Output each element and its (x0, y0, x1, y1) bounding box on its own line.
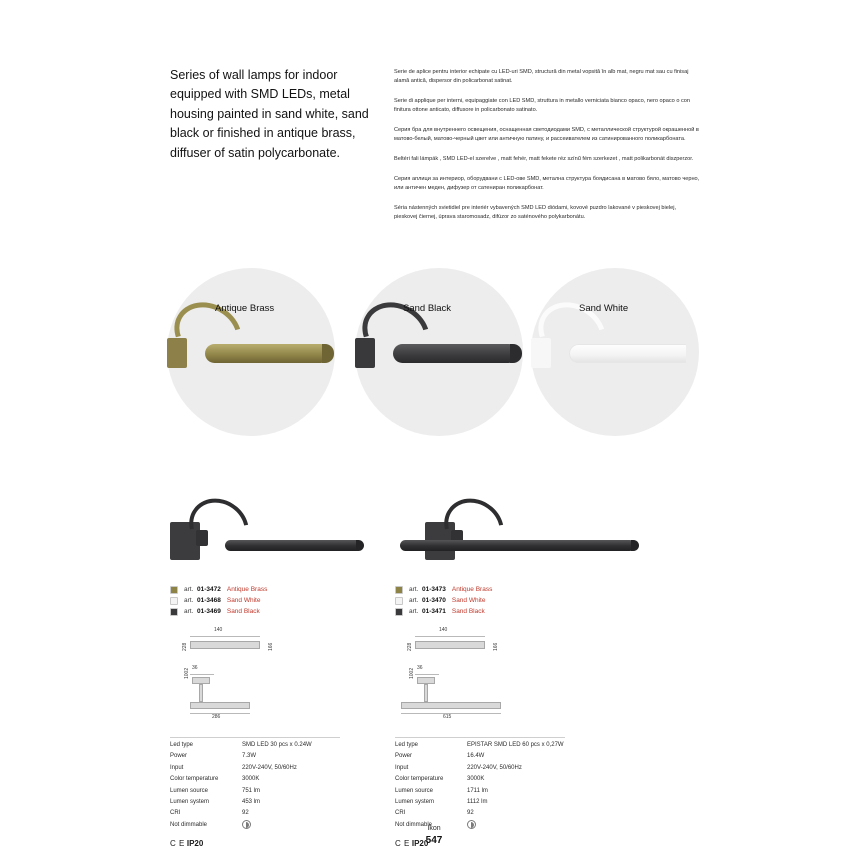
ip-rating-badge: IP20 (186, 839, 204, 849)
ce-mark-icon: C E (170, 839, 185, 849)
swatch-sand-white-icon (395, 597, 403, 605)
spec-row (170, 808, 340, 819)
article-code: 01-3469 (197, 608, 221, 615)
spec-value: 1112 lm (467, 798, 488, 805)
finish-antique-brass (167, 268, 335, 436)
fixture-outline (192, 677, 210, 684)
article-list-large (395, 584, 740, 617)
fixture-base-outline (401, 702, 501, 709)
lamp-end-cap (356, 540, 364, 551)
lamp-illustration-antique-brass (167, 330, 367, 390)
finish-sand-black (355, 268, 523, 436)
page-footer (0, 825, 868, 849)
article-finish: Sand Black (226, 608, 260, 615)
spec-value: EPISTAR SMD LED 60 pcs x 0,27W (467, 742, 564, 748)
article-finish: Sand White (451, 597, 486, 604)
spec-key: Power (395, 753, 413, 760)
lamp-diffuser-bar (569, 344, 694, 363)
spec-row (170, 797, 340, 808)
article-label: art. (409, 597, 419, 604)
spec-key: CRI (395, 810, 406, 817)
dim-height-left: 228 (407, 642, 413, 651)
article-label: art. (184, 608, 194, 615)
article-code: 01-3472 (197, 586, 221, 593)
dim-line (190, 636, 260, 637)
spec-key: CRI (170, 810, 181, 817)
dim-line (415, 636, 485, 637)
swatch-sand-white-icon (170, 597, 178, 605)
intro-translation-bg: Серия аплици за интериор, оборудвани с LED-ове SMD, метална структура боядисана в матово бяло, матово черно, или античен меден, дифузер от сатениран поликарбонат. (394, 176, 700, 192)
spec-value: 92 (242, 810, 249, 817)
article-code: 01-3471 (422, 608, 446, 615)
intro-headline: Series of wall lamps for indoor equipped with SMD LEDs, metal housing painted in sand white, sand black or finished in antique brass, diffuser of satin polycarbonate. (170, 68, 369, 160)
intro-translation-hu: Beltéri fali lámpák , SMD LED-el szerelve , matt fehér, matt fekete réz színű fém szerkezet , matt polikarbonát diszperzor. (394, 156, 694, 163)
spec-key: Not dimmable (395, 821, 433, 828)
article-label: art. (184, 586, 194, 593)
spec-key: Input (170, 764, 184, 771)
article-label: art. (409, 608, 419, 615)
ip-rating-badge: IP20 (411, 839, 429, 849)
lamp-diffuser-bar (400, 540, 635, 551)
finish-gallery (0, 268, 868, 438)
lamp-diffuser-bar (393, 344, 518, 363)
lamp-end-cap (631, 540, 639, 551)
spec-row (170, 740, 340, 751)
swatch-sand-black-icon (395, 608, 403, 616)
spec-row (395, 740, 565, 751)
spec-value: 3000K (242, 776, 260, 783)
dim-depth-right: 166 (493, 642, 499, 651)
intro-translation-sk: Séria nástenných svietidiel pre interiér vybavených SMD LED diódami, kovové puzdro lakované v pieskovej bielej, pieskovej čiernej, úprava staromosadz, difúzor zo saténového polykarbonátu. (394, 205, 677, 221)
spec-row (170, 751, 340, 762)
intro-translation-it: Serie di applique per interni, equipaggiate con LED SMD, struttura in metallo verniciata bianco opaco, nero opaco o con finitura ottone anticato, diffusore in policarbonato satinato. (394, 98, 691, 114)
spec-row (395, 774, 565, 785)
lamp-end-cap (510, 344, 522, 363)
dim-line (415, 674, 439, 675)
article-finish: Antique Brass (226, 586, 268, 593)
dim-base: 286 (212, 714, 221, 720)
product-photo-large (395, 498, 740, 578)
fixture-outline (415, 641, 485, 649)
spec-value: SMD LED 30 pcs x 0.24W (242, 742, 312, 748)
finish-label-antique-brass: Antique Brass (215, 303, 275, 314)
intro-translations (394, 68, 700, 234)
dim-mid-left: 1002 (409, 667, 415, 679)
intro-translation-ru: Серия бра для внутреннего освещения, оснащенная светодиодами SMD, с металлической структурой окрашенной в матово-белый, матово-черный цвет или античную патину, и рассеивателем из сатинированного поликарбоната. (394, 127, 699, 143)
spec-row (395, 763, 565, 774)
spec-key: Power (170, 753, 188, 760)
lamp-illustration-sand-white (531, 330, 731, 390)
article-finish: Antique Brass (451, 586, 493, 593)
fixture-base-outline (190, 702, 250, 709)
collection-name: Ikon (427, 825, 441, 832)
fixture-outline (417, 677, 435, 684)
lamp-diffuser-bar (225, 540, 362, 551)
spec-value: 16.4W (467, 753, 485, 760)
article-row[interactable] (395, 584, 740, 595)
spec-key: Led type (170, 742, 194, 748)
finish-label-sand-white: Sand White (579, 303, 629, 314)
spec-row (170, 763, 340, 774)
product-block-large (395, 498, 740, 848)
dim-line (190, 674, 214, 675)
dim-width-top: 140 (439, 627, 448, 633)
dim-base: 615 (443, 714, 452, 720)
spec-value: 1711 lm (467, 787, 488, 794)
lamp-illustration-sand-black (355, 330, 555, 390)
spec-value: 3000K (467, 776, 485, 783)
spec-row (395, 751, 565, 762)
spec-key: Input (395, 764, 409, 771)
spec-value: 751 lm (242, 787, 261, 794)
dim-mid: 36 (192, 665, 198, 671)
dim-mid-left: 1002 (184, 667, 190, 679)
fixture-stem (199, 684, 203, 702)
ce-mark-icon: C E (395, 839, 410, 849)
fixture-stem (424, 684, 428, 702)
swatch-antique-brass-icon (395, 586, 403, 594)
article-code: 01-3473 (422, 586, 446, 593)
lamp-end-cap (322, 344, 334, 363)
fixture-outline (190, 641, 260, 649)
spec-row (395, 786, 565, 797)
article-finish: Sand White (226, 597, 261, 604)
lamp-end-cap (686, 344, 698, 363)
spec-table-small (170, 737, 340, 833)
finish-label-sand-black: Sand Black (403, 303, 452, 314)
swatch-antique-brass-icon (170, 586, 178, 594)
spec-row (395, 808, 565, 819)
dim-height-left: 228 (182, 642, 188, 651)
spec-row (395, 797, 565, 808)
intro-translation-ro: Serie de aplice pentru interior echipate cu LED-uri SMD, structură din metal vopsită în alb mat, negru mat sau cu finisaj alamă antică, dispersor din policarbonat satinat. (394, 69, 689, 85)
spec-key: Lumen system (395, 798, 435, 805)
dim-mid: 36 (417, 665, 423, 671)
page-number: 547 (425, 835, 443, 846)
lamp-diffuser-bar (205, 344, 330, 363)
spec-key: Led type (395, 742, 419, 748)
article-row[interactable] (395, 595, 740, 606)
dimension-drawing-large (395, 627, 740, 723)
finish-sand-white (531, 268, 699, 436)
dim-depth-right: 166 (268, 642, 274, 651)
spec-value: 7.3W (242, 753, 257, 760)
spec-key: Color temperature (170, 776, 219, 783)
spec-row (170, 786, 340, 797)
spec-key: Lumen system (170, 798, 210, 805)
article-code: 01-3468 (197, 597, 221, 604)
article-label: art. (184, 597, 194, 604)
spec-key: Lumen source (395, 787, 434, 794)
spec-value: 220V-240V, 50/60Hz (467, 764, 522, 771)
article-label: art. (409, 586, 419, 593)
spec-row (170, 774, 340, 785)
swatch-sand-black-icon (170, 608, 178, 616)
article-row[interactable] (395, 606, 740, 617)
spec-key: Lumen source (170, 787, 209, 794)
spec-table-large (395, 737, 565, 833)
dim-width-top: 140 (214, 627, 223, 633)
spec-value: 220V-240V, 50/60Hz (242, 764, 297, 771)
spec-value: 453 lm (242, 798, 261, 805)
spec-key: Color temperature (395, 776, 444, 783)
spec-value: 92 (467, 810, 474, 817)
article-finish: Sand Black (451, 608, 485, 615)
spec-key: Not dimmable (170, 821, 208, 828)
article-code: 01-3470 (422, 597, 446, 604)
